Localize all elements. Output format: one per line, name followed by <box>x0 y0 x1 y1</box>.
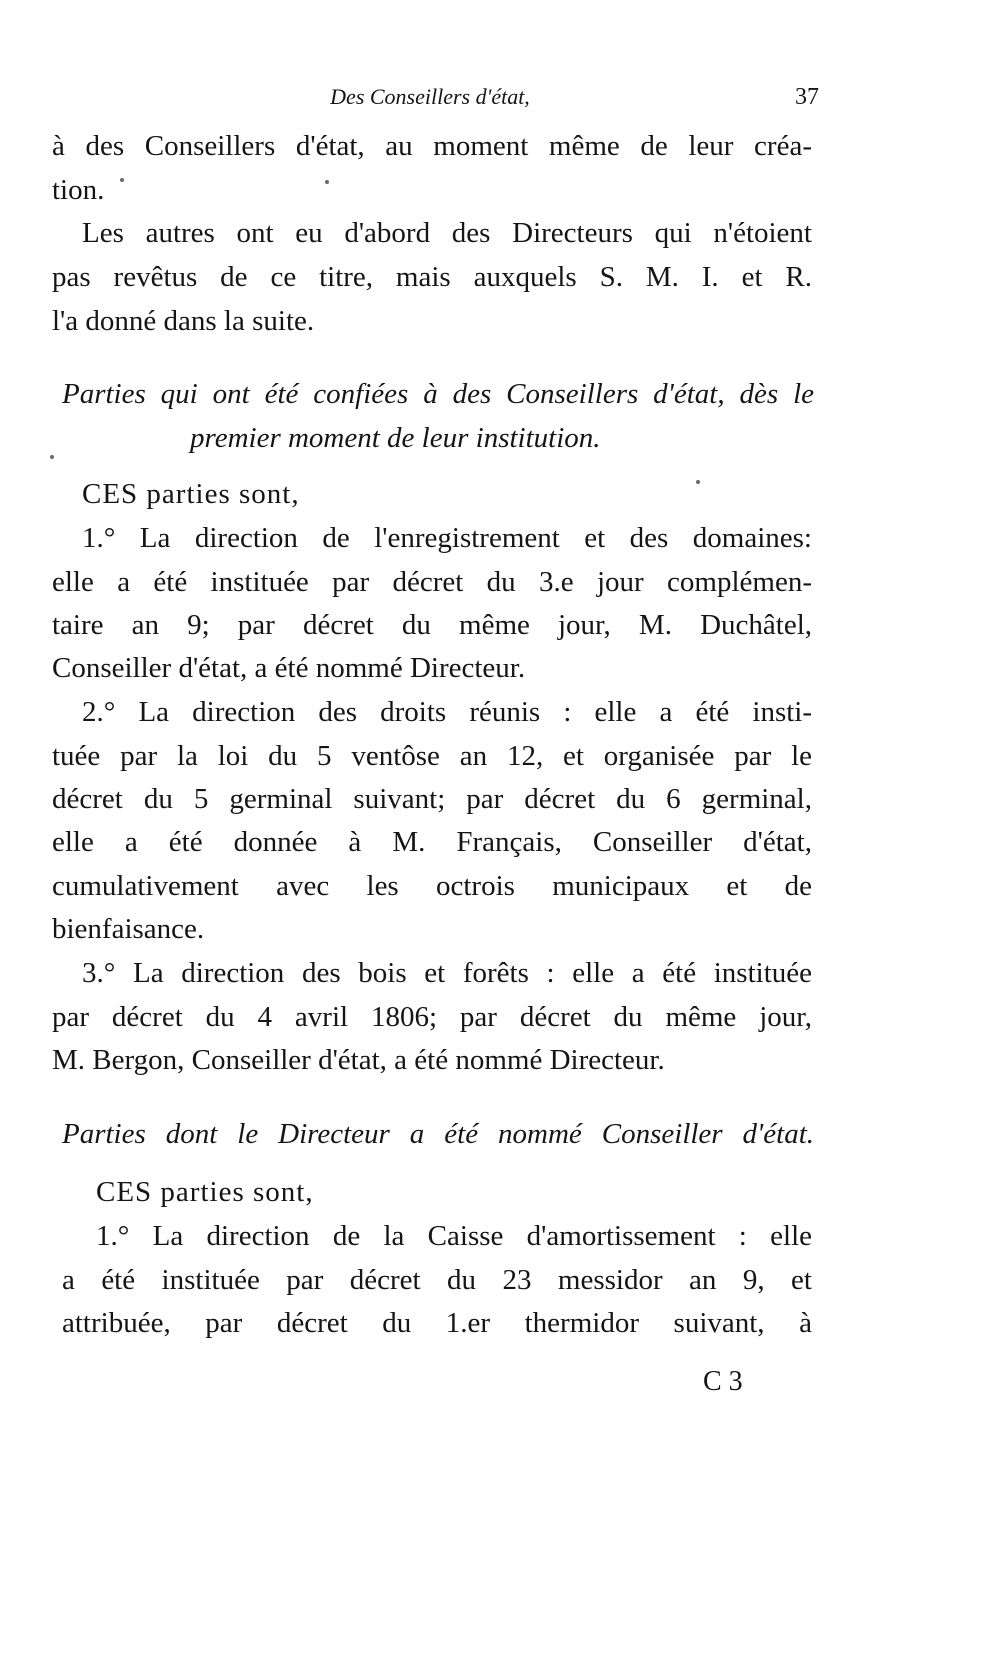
text-line: 1.° La direction de la Caisse d'amortissement : elle <box>96 1220 812 1252</box>
text-line: tuée par la loi du 5 ventôse an 12, et organisée par le <box>52 740 812 772</box>
text-line: 2.° La direction des droits réunis : elle a été insti- <box>82 696 812 728</box>
print-speck <box>50 455 54 459</box>
print-speck <box>120 178 124 182</box>
text-line: par décret du 4 avril 1806; par décret du même jour, <box>52 1001 812 1033</box>
text-line: l'a donné dans la suite. <box>52 305 315 337</box>
text-line: bienfaisance. <box>52 913 205 945</box>
text-line: tion. <box>52 174 105 206</box>
page-number: 37 <box>795 84 819 110</box>
print-speck <box>696 480 700 484</box>
text-line: elle a été donnée à M. Français, Conseiller d'état, <box>52 826 812 858</box>
text-line: Conseiller d'état, a été nommé Directeur. <box>52 652 526 684</box>
text-line: pas revêtus de ce titre, mais auxquels S. M. I. et R. <box>52 261 812 293</box>
text-line: M. Bergon, Conseiller d'état, a été nommé Directeur. <box>52 1044 665 1076</box>
signature-mark: C 3 <box>703 1366 743 1397</box>
text-line: 1.° La direction de l'enregistrement et des domaines: <box>82 522 812 554</box>
text-line: Les autres ont eu d'abord des Directeurs qui n'étoient <box>82 217 812 249</box>
section-heading: Parties qui ont été confiées à des Conseillers d'état, dès le <box>62 378 814 410</box>
text-line: CES parties sont, <box>82 478 300 510</box>
text-line: à des Conseillers d'état, au moment même de leur créa- <box>52 130 812 162</box>
running-head: Des Conseillers d'état, <box>330 84 530 109</box>
text-line: attribuée, par décret du 1.er thermidor suivant, à <box>62 1307 812 1339</box>
text-line: taire an 9; par décret du même jour, M. Duchâtel, <box>52 609 812 641</box>
text-line: a été instituée par décret du 23 messidor an 9, et <box>62 1264 812 1296</box>
section-heading: Parties dont le Directeur a été nommé Conseiller d'état. <box>62 1118 814 1150</box>
print-speck <box>325 180 329 184</box>
section-heading: premier moment de leur institution. <box>190 422 601 454</box>
text-line: CES parties sont, <box>96 1176 314 1208</box>
text-line: 3.° La direction des bois et forêts : elle a été instituée <box>82 957 812 989</box>
text-line: cumulativement avec les octrois municipaux et de <box>52 870 812 902</box>
text-line: elle a été instituée par décret du 3.e jour complémen- <box>52 566 812 598</box>
text-line: décret du 5 germinal suivant; par décret du 6 germinal, <box>52 783 812 815</box>
